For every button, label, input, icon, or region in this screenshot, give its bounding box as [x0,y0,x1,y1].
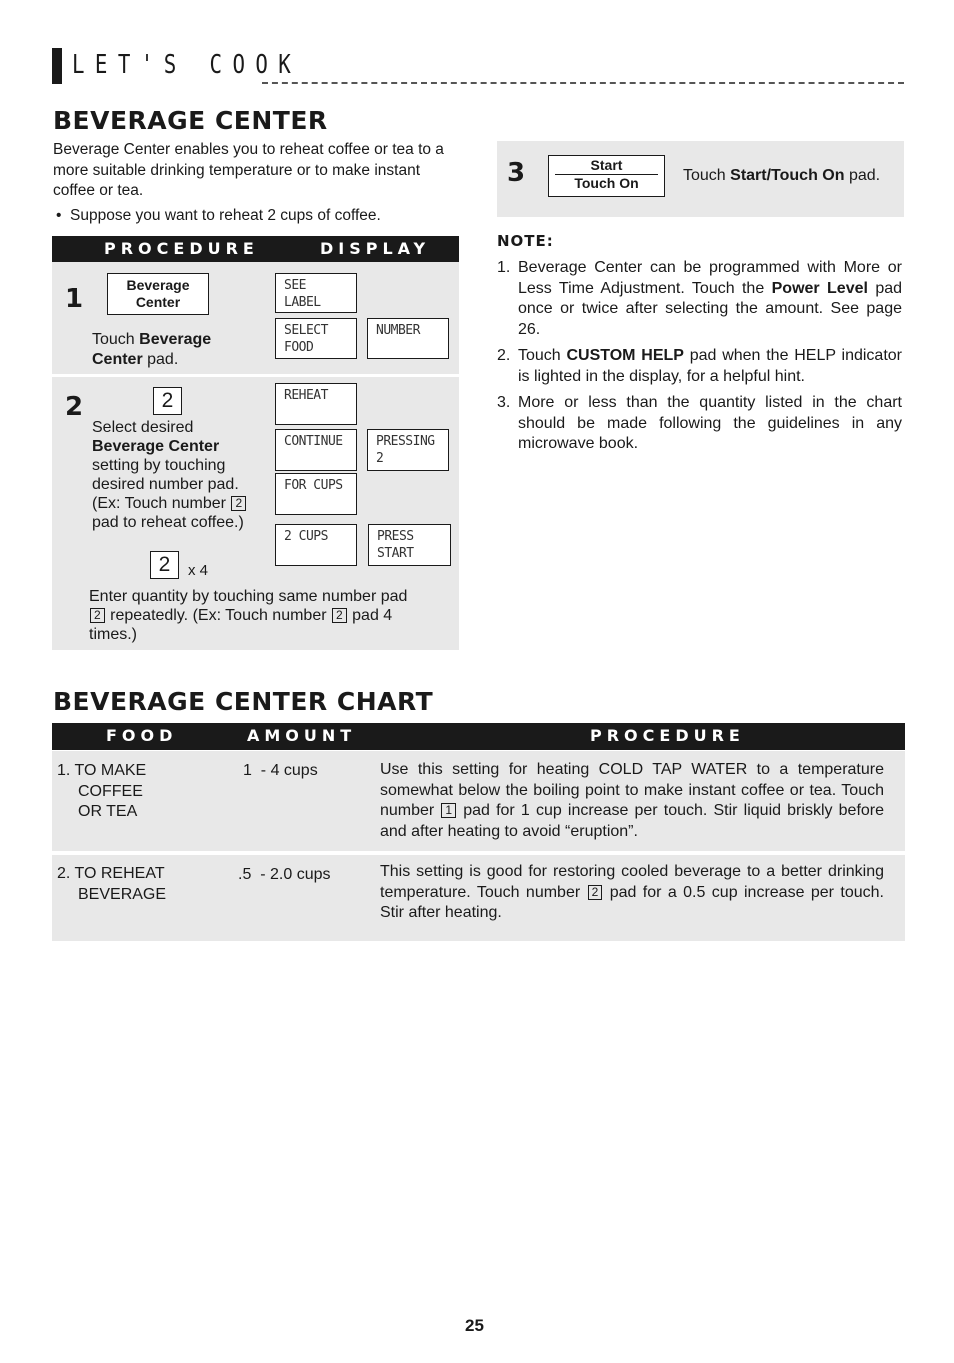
text: pad for a 0.5 cup increase per touch. Stir after heating. [380,883,884,921]
text: pad. [142,351,179,368]
food-cell [57,761,146,823]
text: pad. [844,167,881,184]
note-number: 3. [497,394,511,411]
display-reheat: REHEAT [275,383,357,425]
col-amount: AMOUNT [247,726,357,745]
text: Enter quantity by touching same number pad [89,588,408,605]
step-number: 3 [507,158,526,188]
note-text: Beverage Center can be programmed with More or Less Time Adjustment. Touch the [518,259,902,297]
header-dashed-rule [262,82,904,84]
start-touch-on-pad[interactable] [548,155,665,197]
food-line: BEVERAGE [78,885,167,903]
bold-text: Beverage Center [92,331,212,368]
chart-title: BEVERAGE CENTER CHART [53,687,434,716]
mini-key-2: 2 [332,608,347,623]
pad-label-line: Beverage [126,277,190,293]
display-select-food: SELECT FOOD [275,318,357,359]
display-continue: CONTINUE [275,429,357,471]
number-2-key-repeat[interactable]: 2 [150,551,179,579]
text: Touch [683,167,731,184]
display-see-label: SEE LABEL [275,273,357,313]
pad-label-top: Start [590,157,623,173]
bullet-text: Suppose you want to reheat 2 cups of coffee. [70,207,381,224]
header-bar [52,48,62,84]
mini-key-2: 2 [90,608,105,623]
chart-table-header [52,723,905,750]
display-press-start: PRESS START [368,524,451,566]
table-row [52,751,905,851]
note-item [497,393,902,455]
step-number: 1 [65,284,84,314]
note-item [497,346,902,387]
bold-text: Beverage Center [92,438,220,455]
note-number: 2. [497,347,511,364]
note-list [497,258,902,461]
note-text: More or less than the quantity listed in the chart should be made following the guidelines in any microwave book. [518,394,902,452]
display-2-cups: 2 CUPS [275,524,357,566]
note-title: NOTE: [497,232,554,250]
pad-label-line: Center [135,294,181,310]
food-line: 2. TO REHEAT [57,865,165,882]
food-line: COFFEE [78,782,143,800]
text: pad to reheat coffee.) [92,514,244,531]
text: setting by touching desired number pad. (Ex: Touch number [92,457,239,512]
food-line: 1. TO MAKE [57,762,147,779]
step-2-panel [52,377,459,650]
text: pad 4 times.) [89,607,393,643]
page-header-title: LET'S COOK [72,50,302,80]
text: This setting is good for restoring cooled beverage to a better drinking temperature. Touch number [380,863,884,901]
bullet-item [56,206,381,227]
bold-text: Start/Touch On [730,167,845,184]
intro-text: Beverage Center enables you to reheat coffee or tea to a more suitable drinking temperature or to make instant coffee or tea. [53,141,444,199]
note-bold-text: CUSTOM HELP [566,347,684,364]
step-number: 2 [65,392,84,422]
text: Touch [92,331,140,348]
note-bold-text: Power Level [771,279,868,297]
amount-cell: .5 - 2.0 cups [238,866,331,883]
step-2-instruction [92,418,267,532]
note-text: Touch [518,347,567,364]
procedure-table-header [52,236,459,262]
section-title: BEVERAGE CENTER [53,106,328,135]
amount-cell: 1 - 4 cups [243,762,318,779]
step-1-panel [52,262,459,374]
quantity-instruction [89,587,439,644]
pad-label-bottom: Touch On [574,175,639,191]
note-number: 1. [497,259,511,276]
display-pressing-2: PRESSING 2 [367,429,449,471]
note-item [497,258,902,340]
note-text: pad when the HELP indicator is lighted in the display, for a helpful hint. [518,347,902,385]
bullet-dot: • [56,207,71,224]
mini-key-2: 2 [231,496,246,511]
col-procedure: PROCEDURE [104,239,259,258]
col-procedure: PROCEDURE [590,726,745,745]
beverage-center-pad[interactable] [107,273,209,315]
step-3-panel [497,141,904,217]
page-number: 25 [465,1316,484,1335]
text: repeatedly. (Ex: Touch number [110,607,327,624]
text: pad for 1 cup increase per touch. Stir liquid briskly before and after heating to avoid “eruption”. [380,802,885,840]
display-number: NUMBER [367,318,449,359]
times-label: x 4 [188,562,209,579]
step-1-instruction [92,330,262,370]
display-for-cups: FOR CUPS [275,473,357,515]
mini-key-2: 2 [588,885,603,900]
mini-key-1: 1 [441,803,456,818]
table-row [52,855,905,941]
text: Use this setting for heating COLD TAP WATER to a temperature somewhat below the boiling point to make instant coffee or tea. Touch number [380,761,884,819]
col-display: DISPLAY [320,239,431,258]
food-cell [57,864,166,905]
col-food: FOOD [106,726,178,745]
number-2-key[interactable]: 2 [153,387,182,415]
text: Select desired [92,419,194,436]
procedure-cell [380,760,884,842]
note-text: pad once or twice after selecting the amount. See page 26. [518,279,903,338]
food-line: OR TEA [78,803,138,820]
step-3-instruction [683,167,880,185]
procedure-cell [380,862,884,924]
